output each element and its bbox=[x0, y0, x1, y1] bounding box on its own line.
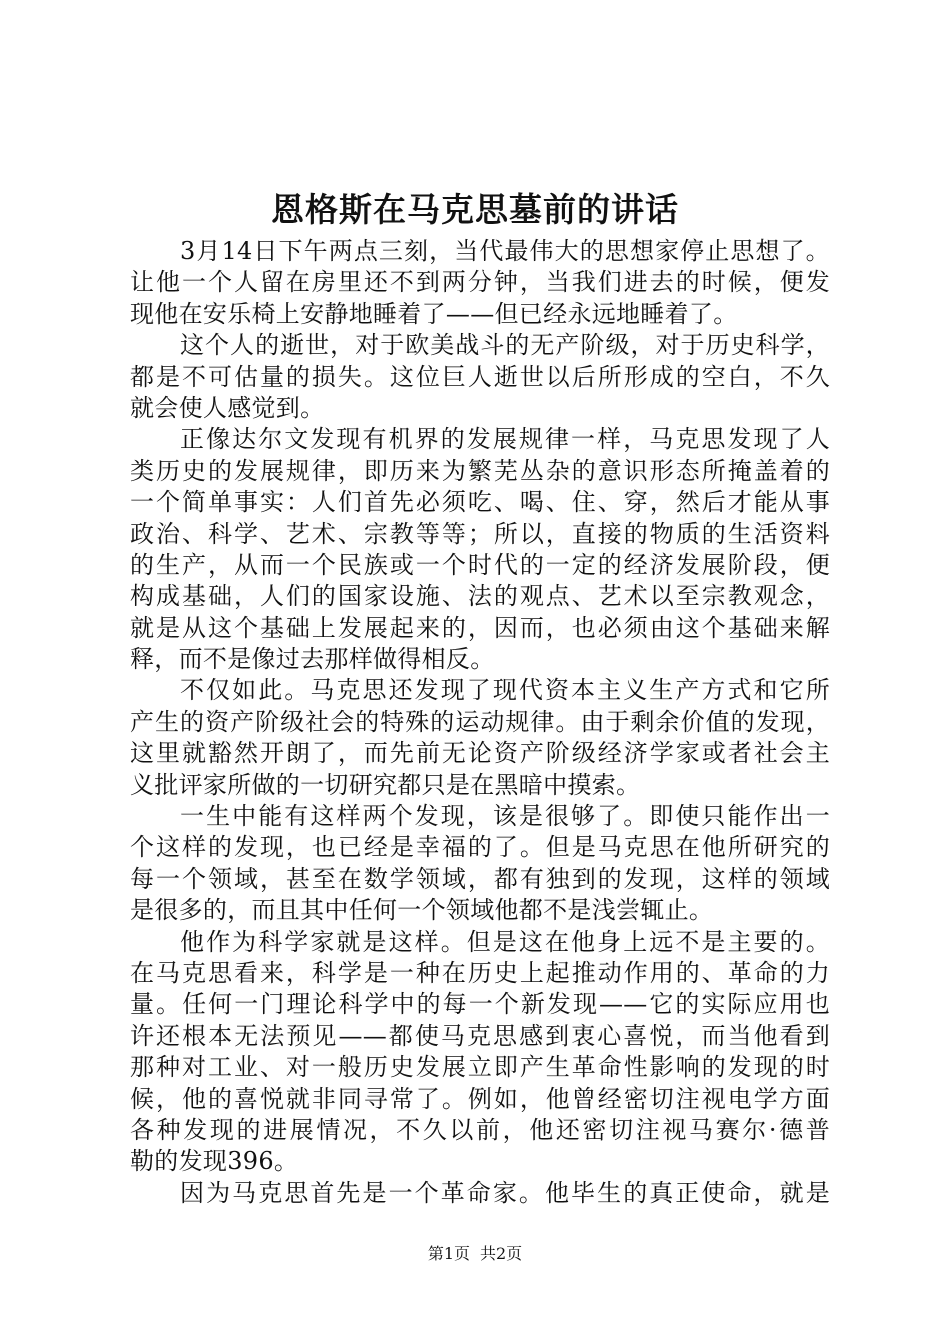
text-line: 各种发现的进展情况，不久以前，他还密切注视马赛尔·德普 bbox=[130, 1115, 830, 1144]
text-line: 因为马克思首先是一个革命家。他毕生的真正使命，就是 bbox=[180, 1178, 830, 1207]
text-line: 就是从这个基础上发展起来的，因而，也必须由这个基础来解 bbox=[130, 613, 830, 642]
text-line: 这里就豁然开朗了，而先前无论资产阶级经济学家或者社会主 bbox=[130, 739, 830, 768]
text-line: 产生的资产阶级社会的特殊的运动规律。由于剩余价值的发现， bbox=[130, 707, 830, 736]
text-line: 一个简单事实：人们首先必须吃、喝、住、穿，然后才能从事 bbox=[130, 488, 830, 517]
text-line: 是很多的，而且其中任何一个领域他都不是浅尝辄止。 bbox=[130, 896, 714, 925]
text-line: 构成基础，人们的国家设施、法的观点、艺术以至宗教观念， bbox=[130, 582, 830, 611]
text-line: 3月14日下午两点三刻，当代最伟大的思想家停止思想了。 bbox=[180, 237, 830, 265]
text-line: 个这样的发现，也已经是幸福的了。但是马克思在他所研究的 bbox=[130, 833, 830, 862]
text-line: 那种对工业、对一般历史发展立即产生革命性影响的发现的时 bbox=[130, 1053, 830, 1082]
text-line: 释，而不是像过去那样做得相反。 bbox=[130, 645, 495, 674]
text-line: 类历史的发展规律，即历来为繁芜丛杂的意识形态所掩盖着的 bbox=[130, 456, 830, 485]
text-line: 许还根本无法预见——都使马克思感到衷心喜悦，而当他看到 bbox=[130, 1021, 830, 1050]
text-line: 都是不可估量的损失。这位巨人逝世以后所形成的空白，不久 bbox=[130, 362, 830, 391]
text-line: 候，他的喜悦就非同寻常了。例如，他曾经密切注视电学方面 bbox=[130, 1084, 830, 1113]
page-footer bbox=[0, 1243, 950, 1265]
text-line: 就会使人感觉到。 bbox=[130, 393, 325, 422]
page-total: 共2页 bbox=[480, 1244, 523, 1263]
text-line: 义批评家所做的一切研究都只是在黑暗中摸索。 bbox=[130, 770, 641, 799]
text-line: 政治、科学、艺术、宗教等等；所以，直接的物质的生活资料 bbox=[130, 519, 830, 548]
text-line: 的生产，从而一个民族或一个时代的一定的经济发展阶段，便 bbox=[130, 550, 830, 579]
text-line: 正像达尔文发现有机界的发展规律一样，马克思发现了人 bbox=[180, 425, 830, 454]
text-line: 他作为科学家就是这样。但是这在他身上远不是主要的。 bbox=[180, 927, 830, 956]
text-line: 不仅如此。马克思还发现了现代资本主义生产方式和它所 bbox=[180, 676, 830, 705]
text-line: 这个人的逝世，对于欧美战斗的无产阶级，对于历史科学， bbox=[180, 331, 830, 360]
text-line: 在马克思看来，科学是一种在历史上起推动作用的、革命的力 bbox=[130, 958, 830, 987]
page-number: 第1页 bbox=[427, 1244, 470, 1263]
text-line: 每一个领域，甚至在数学领域，都有独到的发现，这样的领域 bbox=[130, 864, 830, 893]
document-body bbox=[130, 236, 830, 1209]
text-line: 让他一个人留在房里还不到两分钟，当我们进去的时候，便发 bbox=[130, 268, 830, 297]
text-line: 量。任何一门理论科学中的每一个新发现——它的实际应用也 bbox=[130, 990, 830, 1019]
document-title: 恩格斯在马克思墓前的讲话 bbox=[271, 190, 679, 229]
text-line: 勒的发现396。 bbox=[130, 1147, 299, 1176]
text-line: 一生中能有这样两个发现，该是很够了。即使只能作出一 bbox=[180, 802, 830, 831]
text-line: 现他在安乐椅上安静地睡着了——但已经永远地睡着了。 bbox=[130, 299, 738, 328]
